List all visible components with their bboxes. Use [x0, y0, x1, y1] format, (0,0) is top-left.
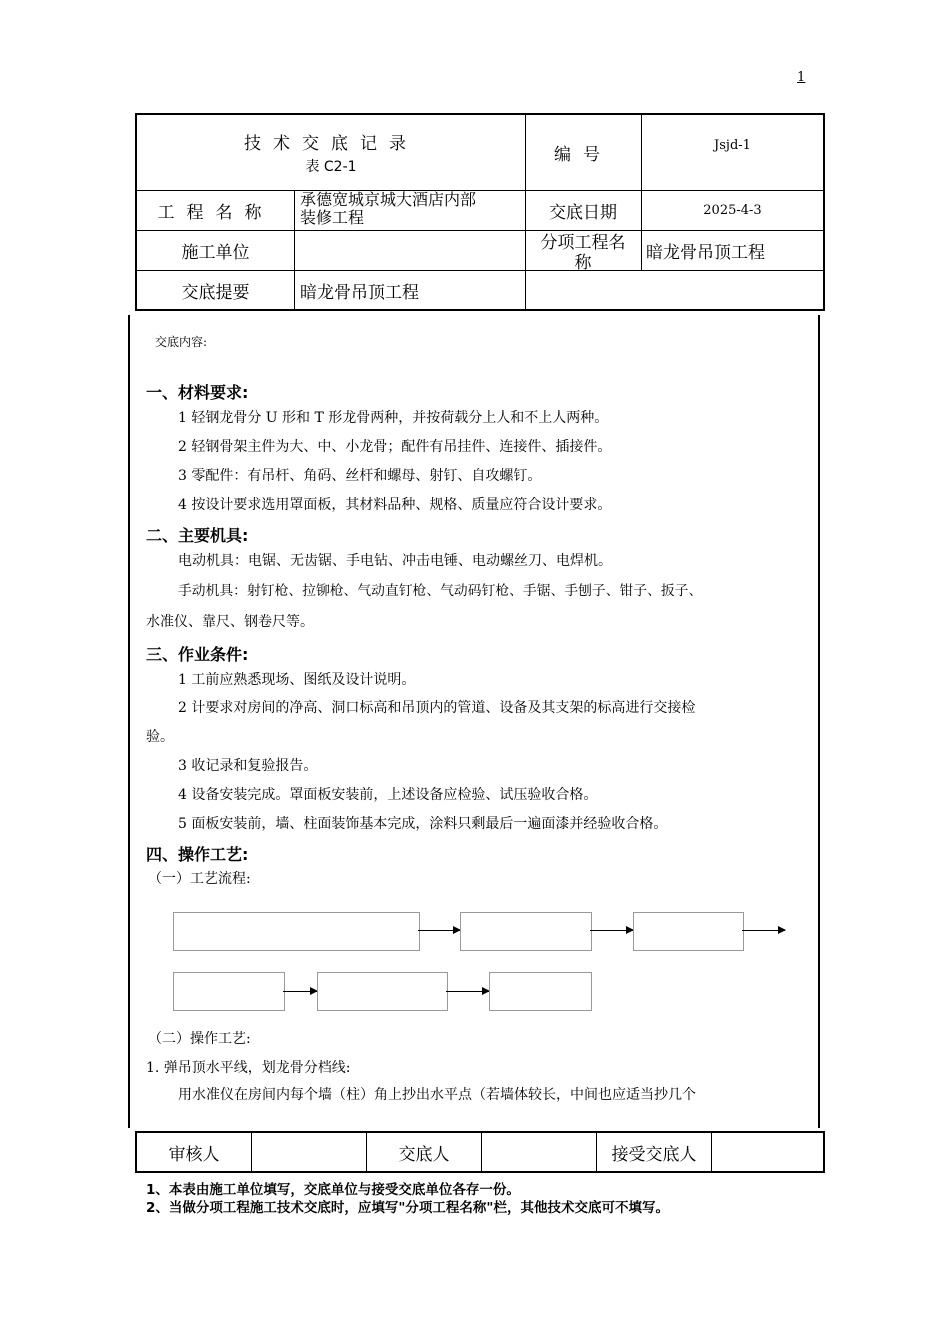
project-name-line1: 承德宽城京城大酒店内部 [300, 190, 477, 209]
date-value: 2025-4-3 [703, 203, 762, 218]
conditions-item-5: 5 面板安装前，墙、柱面装饰基本完成，涂料只剩最后一遍面漆并经验收合格。 [178, 816, 668, 832]
contractor-label: 施工单位 [181, 243, 250, 263]
subproject-label-line2: 称 [574, 253, 592, 270]
form-code: 表 C2-1 [305, 159, 357, 175]
signature-table [135, 1131, 825, 1173]
section-tools-title: 二、主要机具: [146, 526, 249, 545]
summary-value: 暗龙骨吊顶工程 [300, 282, 419, 303]
form-title-cell [137, 115, 525, 190]
subproject-value: 暗龙骨吊顶工程 [646, 243, 765, 263]
tools-manual: 手动机具：射钉枪、拉铆枪、气动直钉枪、气动码钉枪、手锯、手刨子、钳子、扳子、 [178, 583, 703, 599]
project-name-value-cell [300, 191, 524, 230]
conditions-item-4: 4 设备安装完成。罩面板安装前，上述设备应检验、试压验收合格。 [178, 787, 598, 803]
tools-electric: 电动机具：电锯、无齿锯、手电钻、冲击电锤、电动螺丝刀、电焊机。 [178, 553, 612, 569]
materials-item-3: 3 零配件：有吊杆、角码、丝杆和螺母、射钉、自攻螺钉。 [178, 468, 542, 484]
page-number: 1 [797, 70, 806, 85]
flow-arrow-5 [446, 991, 489, 992]
receiver-label: 接受交底人 [611, 1144, 697, 1165]
materials-item-4: 4 按设计要求选用罩面板，其材料品种、规格、质量应符合设计要求。 [178, 497, 612, 513]
flow-step-box-6 [489, 972, 592, 1011]
section-conditions-title: 三、作业条件: [146, 645, 249, 664]
number-label-cell [525, 115, 641, 190]
tools-manual-cont: 水准仪、靠尺、钢卷尺等。 [146, 614, 314, 630]
conditions-item-1: 1 工前应熟悉现场、图纸及设计说明。 [178, 672, 416, 688]
contractor-value [295, 231, 525, 270]
process-flow-heading: （一）工艺流程: [148, 871, 251, 887]
conditions-item-2-cont: 验。 [146, 729, 174, 745]
summary-label: 交底提要 [181, 282, 250, 303]
date-label: 交底日期 [549, 203, 617, 223]
flow-arrow-1 [418, 930, 460, 931]
section-process-title: 四、操作工艺: [146, 845, 249, 864]
flow-arrow-4 [283, 991, 317, 992]
flow-step-box-1 [173, 912, 420, 951]
flow-arrow-2 [590, 930, 633, 931]
flow-step-box-4 [173, 972, 285, 1011]
process-ops-heading: （二）操作工艺: [148, 1031, 251, 1047]
project-name-label-cell [137, 191, 294, 230]
number-label: 编号 [554, 145, 612, 165]
flow-step-box-3 [633, 912, 744, 951]
content-intro: 交底内容: [155, 335, 208, 349]
conditions-item-3: 3 收记录和复验报告。 [178, 758, 318, 774]
discloser-label: 交底人 [398, 1144, 450, 1165]
footnote-1: 1、本表由施工单位填写，交底单位与接受交底单位各存一份。 [146, 1182, 520, 1198]
process-step-1-title: 1. 弹吊顶水平线，划龙骨分档线: [146, 1060, 351, 1076]
project-name-line2: 装修工程 [300, 208, 365, 227]
form-title: 技术交底记录 [244, 134, 418, 154]
flow-step-box-5 [317, 972, 448, 1011]
header-table [135, 113, 825, 311]
materials-item-2: 2 轻钢骨架主件为大、中、小龙骨；配件有吊挂件、连接件、插接件。 [178, 439, 612, 455]
flow-arrow-3 [742, 930, 785, 931]
footnote-2: 2、当做分项工程施工技术交底时，应填写"分项工程名称"栏，其他技术交底可不填写。 [146, 1200, 669, 1216]
project-name-label: 工程名称 [157, 203, 274, 223]
subproject-label-cell [525, 231, 641, 270]
section-materials-title: 一、材料要求: [146, 383, 249, 402]
conditions-item-2: 2 计要求对房间的净高、洞口标高和吊顶内的管道、设备及其支架的标高进行交接检 [178, 700, 696, 716]
flow-step-box-2 [460, 912, 592, 951]
materials-item-1: 1 轻钢龙骨分 U 形和 T 形龙骨两种，并按荷载分上人和不上人两种。 [178, 410, 609, 426]
number-value: Jsjd-1 [714, 137, 751, 153]
process-step-1-text: 用水准仪在房间内每个墙（柱）角上抄出水平点（若墙体较长，中间也应适当抄几个 [178, 1087, 696, 1103]
reviewer-label: 审核人 [168, 1144, 220, 1165]
subproject-label-line1: 分项工程名 [540, 233, 626, 253]
